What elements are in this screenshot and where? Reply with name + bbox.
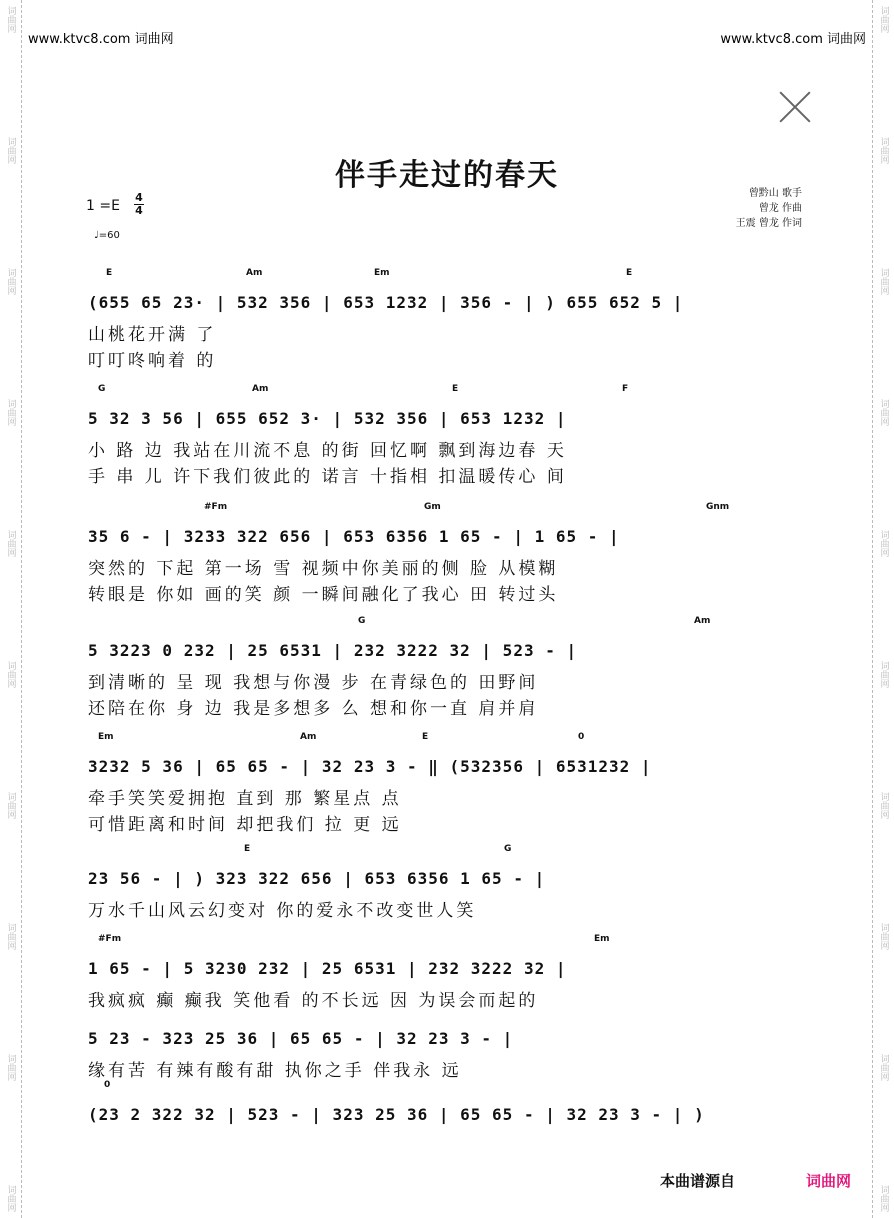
lyric-line: 还陪在你 身 边 我是多想多 么 想和你一直 肩并肩 [88,699,539,719]
chord-symbol: #Fm [204,502,228,512]
chord-symbol: Gm [424,502,441,512]
credit-singer: 曾黔山 歌手 [748,188,802,199]
watermark-text: 词曲网 [5,1185,16,1212]
watermark-text: 词曲网 [878,923,889,950]
watermark-text: 词曲网 [5,6,16,33]
time-sig-bottom: 4 [135,204,143,217]
credit-lyricist: 王震 曾龙 作词 [735,218,802,229]
song-credits [700,186,802,231]
watermark-text: 词曲网 [5,792,16,819]
chord-symbol: Em [374,268,390,278]
watermark-text: 词曲网 [878,6,889,33]
notation-line: (655 65 23· | 532 356 | 653 1232 | 356 - | ) 655 652 5 | [88,293,684,312]
lyric-line: 牵手笑笑爱拥抱 直到 那 繁星点 点 [88,789,402,809]
watermark-text: 词曲网 [5,923,16,950]
chord-row [88,732,808,744]
notation-line: 35 6 - | 3233 322 656 | 653 6356 1 65 - | 1 65 - | [88,527,620,546]
lyric-line: 缘有苦 有辣有酸有甜 执你之手 伴我永 远 [88,1061,462,1081]
notation-line: 5 23 - 323 25 36 | 65 65 - | 32 23 3 - | [88,1029,514,1048]
lyric-line: 山桃花开满 了 [88,325,217,345]
site-url-right[interactable]: www.ktvc8.com 词曲网 [720,32,866,47]
chord-row [88,268,808,280]
notation-line: 1 65 - | 5 3230 232 | 25 6531 | 232 3222 32 | [88,959,567,978]
lyric-line: 到清晰的 呈 现 我想与你漫 步 在青绿色的 田野间 [88,673,539,693]
chord-symbol: E [422,732,429,742]
chord-symbol: Am [694,616,711,626]
watermark-text: 词曲网 [878,792,889,819]
watermark-text: 词曲网 [878,137,889,164]
watermark-text: 词曲网 [878,1054,889,1081]
time-sig-top: 4 [135,191,143,204]
notation-line: 5 32 3 56 | 655 652 3· | 532 356 | 653 1232 | [88,409,567,428]
watermark-text: 词曲网 [5,661,16,688]
song-title: 伴手走过的春天 [335,158,559,193]
chord-symbol: E [244,844,251,854]
chord-symbol: Am [252,384,269,394]
chord-symbol: E [106,268,113,278]
lyric-line: 突然的 下起 第一场 雪 视频中你美丽的侧 脸 从模糊 [88,559,559,579]
watermark-text: 词曲网 [5,268,16,295]
chord-row [88,502,808,514]
watermark-text: 词曲网 [5,137,16,164]
notation-line: 3232 5 36 | 65 65 - | 32 23 3 - ‖ (532356 | 6531232 | [88,757,652,776]
chord-symbol: Em [98,732,114,742]
watermark-text: 词曲网 [5,530,16,557]
chord-row [88,934,808,946]
chord-symbol: #Fm [98,934,122,944]
watermark-text: 词曲网 [878,268,889,295]
credit-composer: 曾龙 作曲 [758,203,802,214]
chord-symbol: G [358,616,366,626]
time-signature [134,192,144,217]
chord-symbol: Am [300,732,317,742]
source-text: 本曲谱源自 [660,1172,736,1190]
lyric-line: 手 串 儿 许下我们彼此的 诺言 十指相 扣温暖传心 间 [88,467,567,487]
notation-line: 5 3223 0 232 | 25 6531 | 232 3222 32 | 523 - | [88,641,578,660]
chord-row [88,844,808,856]
chord-symbol: 0 [104,1080,111,1090]
chord-row [88,616,808,628]
watermark-text: 词曲网 [878,1185,889,1212]
chord-symbol: G [98,384,106,394]
chord-symbol: F [622,384,629,394]
chord-symbol: Em [594,934,610,944]
close-icon[interactable] [778,90,812,124]
lyric-line: 可惜距离和时间 却把我们 拉 更 远 [88,815,402,835]
chord-symbol: G [504,844,512,854]
watermark-text: 词曲网 [878,530,889,557]
chord-symbol: E [452,384,459,394]
key-signature: 1 =E [86,198,120,214]
lyric-line: 小 路 边 我站在川流不息 的街 回忆啊 飘到海边春 天 [88,441,567,461]
lyric-line: 我疯疯 癫 癫我 笑他看 的不长远 因 为误会而起的 [88,991,539,1011]
lyric-line: 转眼是 你如 画的笑 颜 一瞬间融化了我心 田 转过头 [88,585,559,605]
watermark-text: 词曲网 [5,399,16,426]
site-logo[interactable]: 词曲网 [806,1172,852,1190]
watermark-text: 词曲网 [878,661,889,688]
chord-row [88,1080,808,1092]
chord-symbol: E [626,268,633,278]
chord-row [88,384,808,396]
notation-line: (23 2 322 32 | 523 - | 323 25 36 | 65 65 - | 32 23 3 - | ) [88,1105,705,1124]
chord-symbol: Am [246,268,263,278]
chord-symbol: 0 [578,732,585,742]
watermark-text: 词曲网 [5,1054,16,1081]
lyric-line: 万水千山风云幻变对 你的爱永不改变世人笑 [88,901,477,921]
watermark-text: 词曲网 [878,399,889,426]
tempo-marking: ♩=60 [94,230,120,241]
lyric-line: 叮叮咚响着 的 [88,351,217,371]
site-url-left[interactable]: www.ktvc8.com 词曲网 [28,32,174,47]
notation-line: 23 56 - | ) 323 322 656 | 653 6356 1 65 - | [88,869,546,888]
chord-symbol: Gnm [706,502,730,512]
